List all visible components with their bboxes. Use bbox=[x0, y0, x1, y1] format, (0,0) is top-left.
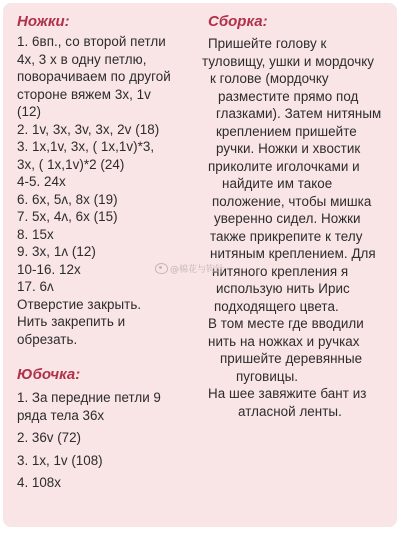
legs-heading: Ножки: bbox=[17, 13, 70, 30]
assembly-line: подходящего цвета. bbox=[214, 298, 339, 314]
assembly-line: креплением пришейте bbox=[216, 123, 357, 139]
assembly-line: Пришейте голову к bbox=[208, 36, 327, 51]
instruction-line: (12) bbox=[17, 104, 42, 119]
assembly-line: На шее завяжите бант из bbox=[208, 386, 367, 401]
assembly-heading: Сборка: bbox=[208, 13, 268, 30]
assembly-line: приколите иголочками и bbox=[208, 158, 360, 174]
assembly-line: также прикрепите к телу bbox=[210, 228, 363, 244]
skirt-line: 2. 36v (72) bbox=[17, 430, 82, 445]
assembly-line: разместите прямо под bbox=[218, 88, 359, 104]
weibo-logo-icon bbox=[155, 263, 168, 274]
instruction-line: Нить закрепить и bbox=[17, 314, 126, 329]
instruction-line: 6. 6х, 5ʌ, 8х (19) bbox=[17, 191, 118, 207]
instruction-line: Отверстие закрыть. bbox=[17, 296, 142, 312]
watermark bbox=[155, 262, 247, 276]
instruction-line: стороне вяжем 3х, 1v bbox=[17, 86, 151, 102]
assembly-line: использую нить Ирис bbox=[216, 281, 350, 296]
assembly-line: атласной ленты. bbox=[238, 403, 342, 419]
instruction-line: 4х, 3 х в одну петлю, bbox=[17, 51, 147, 67]
instruction-card bbox=[3, 3, 397, 527]
skirt-line: ряда тела 36х bbox=[17, 407, 105, 423]
assembly-line: пришейте деревянные bbox=[220, 351, 363, 366]
right-column bbox=[202, 13, 400, 420]
assembly-line: нить на ножках и ручках bbox=[208, 333, 360, 349]
instruction-line: 3х, ( 1х,1v)*2 (24) bbox=[17, 156, 125, 172]
skirt-line: 3. 1х, 1v (108) bbox=[17, 452, 103, 468]
instruction-line: 9. 3х, 1ʌ (12) bbox=[17, 244, 96, 259]
instruction-line: 10-16. 12х bbox=[17, 261, 81, 277]
assembly-line: положение, чтобы мишка bbox=[212, 193, 372, 209]
skirt-heading: Юбочка: bbox=[17, 366, 81, 383]
assembly-line: ручки. Ножки и хвостик bbox=[216, 141, 361, 156]
instruction-line: 4-5. 24х bbox=[17, 174, 66, 189]
watermark-text: @棉花与钩针 bbox=[170, 265, 225, 275]
skirt-line: 4. 108х bbox=[17, 475, 61, 490]
instruction-line: 1. 6вп., со второй петли bbox=[17, 34, 166, 49]
legs-instructions bbox=[17, 33, 203, 348]
instruction-line: обрезать. bbox=[17, 331, 78, 347]
assembly-line: уверенно сидел. Ножки bbox=[214, 211, 361, 226]
assembly-line: В том месте где вводили bbox=[208, 316, 364, 331]
instruction-line: 3. 1х,1v, 3х, ( 1х,1v)*3, bbox=[17, 139, 155, 154]
instruction-line: 8. 15х bbox=[17, 226, 54, 242]
instruction-line: поворачиваем по другой bbox=[17, 69, 171, 84]
assembly-instructions bbox=[202, 35, 400, 420]
assembly-line: найдите им такое bbox=[222, 176, 333, 191]
assembly-line: нитяного крепления я bbox=[212, 263, 349, 279]
assembly-line: к голове (мордочку bbox=[210, 71, 329, 86]
assembly-line: пуговицы. bbox=[236, 368, 299, 384]
skirt-instructions bbox=[17, 389, 203, 492]
left-column bbox=[17, 13, 203, 497]
instruction-line: 17. 6ʌ bbox=[17, 279, 54, 294]
skirt-line: 1. За передние петли 9 bbox=[17, 390, 161, 405]
assembly-line: нитяным креплением. Для bbox=[210, 246, 376, 261]
assembly-line: туловищу, ушки и мордочку bbox=[202, 53, 375, 69]
instruction-line: 2. 1v, 3х, 3v, 3х, 2v (18) bbox=[17, 121, 160, 137]
assembly-line: глазками). Затем нитяным bbox=[216, 106, 382, 121]
instruction-line: 7. 5х, 4ʌ, 6х (15) bbox=[17, 209, 118, 224]
